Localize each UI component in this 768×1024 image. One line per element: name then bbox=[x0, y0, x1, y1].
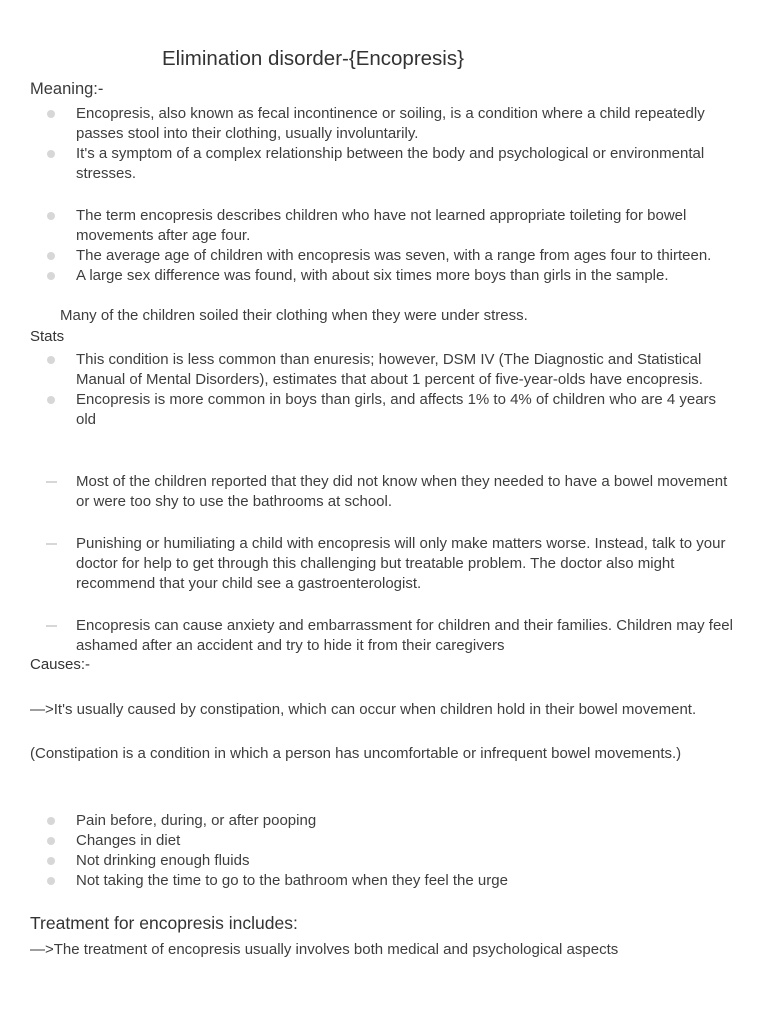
list-item: Encopresis can cause anxiety and embarrassment for children and their families. Children may feel ashamed after an accident and try to hide it from their caregivers bbox=[0, 616, 768, 656]
list-item: Changes in diet bbox=[0, 831, 768, 851]
list-item: This condition is less common than enuresis; however, DSM IV (The Diagnostic and Statistical Manual of Mental Disorders), estimates that about 1 percent of five-year-olds have encopresis. bbox=[0, 350, 768, 390]
bullet-icon bbox=[47, 150, 55, 158]
bullet-icon bbox=[47, 356, 55, 364]
stats-dash-item-1 bbox=[0, 472, 768, 512]
list-item: Pain before, during, or after pooping bbox=[0, 811, 768, 831]
list-item: The average age of children with encopresis was seven, with a range from ages four to thirteen. bbox=[0, 246, 768, 266]
list-item: A large sex difference was found, with about six times more boys than girls in the sample. bbox=[0, 266, 768, 286]
stats-heading: Stats bbox=[30, 328, 65, 345]
list-item: The term encopresis describes children who have not learned appropriate toileting for bowel movements after age four. bbox=[0, 206, 768, 246]
list-item: Not taking the time to go to the bathroom when they feel the urge bbox=[0, 871, 768, 891]
causes-list bbox=[0, 811, 768, 891]
causes-heading: Causes:- bbox=[30, 656, 91, 673]
bullet-icon bbox=[47, 212, 55, 220]
meaning-list bbox=[0, 104, 768, 184]
bullet-icon bbox=[47, 272, 55, 280]
dash-icon bbox=[46, 543, 57, 545]
list-item: Not drinking enough fluids bbox=[0, 851, 768, 871]
causes-paragraph-2: (Constipation is a condition in which a person has uncomfortable or infrequent bowel movements.) bbox=[30, 745, 682, 762]
meaning-continuation: Many of the children soiled their clothing when they were under stress. bbox=[60, 307, 528, 324]
meaning-list-2 bbox=[0, 206, 768, 286]
bullet-icon bbox=[47, 396, 55, 404]
dash-icon bbox=[46, 625, 57, 627]
list-item: It's a symptom of a complex relationship between the body and psychological or environmental stresses. bbox=[0, 144, 768, 184]
bullet-icon bbox=[47, 857, 55, 865]
list-item: Most of the children reported that they did not know when they needed to have a bowel movement or were too shy to use the bathrooms at school. bbox=[0, 472, 768, 512]
bullet-icon bbox=[47, 837, 55, 845]
meaning-heading: Meaning:- bbox=[30, 80, 104, 98]
stats-dash-item-2 bbox=[0, 534, 768, 594]
list-item: Encopresis is more common in boys than girls, and affects 1% to 4% of children who are 4 years old bbox=[0, 390, 768, 430]
causes-paragraph-1: —>It's usually caused by constipation, which can occur when children hold in their bowel movement. bbox=[30, 701, 697, 718]
treatment-heading: Treatment for encopresis includes: bbox=[30, 913, 298, 933]
stats-dash-item-3 bbox=[0, 616, 768, 656]
dash-icon bbox=[46, 481, 57, 483]
stats-list bbox=[0, 350, 768, 430]
list-item: Punishing or humiliating a child with encopresis will only make matters worse. Instead, talk to your doctor for help to get through this challenging but treatable problem. The doctor also might recommend that your child see a gastroenterologist. bbox=[0, 534, 768, 594]
document-title: Elimination disorder-{Encopresis} bbox=[162, 47, 464, 70]
bullet-icon bbox=[47, 817, 55, 825]
bullet-icon bbox=[47, 252, 55, 260]
bullet-icon bbox=[47, 877, 55, 885]
treatment-paragraph: —>The treatment of encopresis usually involves both medical and psychological aspects bbox=[30, 941, 619, 958]
bullet-icon bbox=[47, 110, 55, 118]
list-item: Encopresis, also known as fecal incontinence or soiling, is a condition where a child repeatedly passes stool into their clothing, usually involuntarily. bbox=[0, 104, 768, 144]
